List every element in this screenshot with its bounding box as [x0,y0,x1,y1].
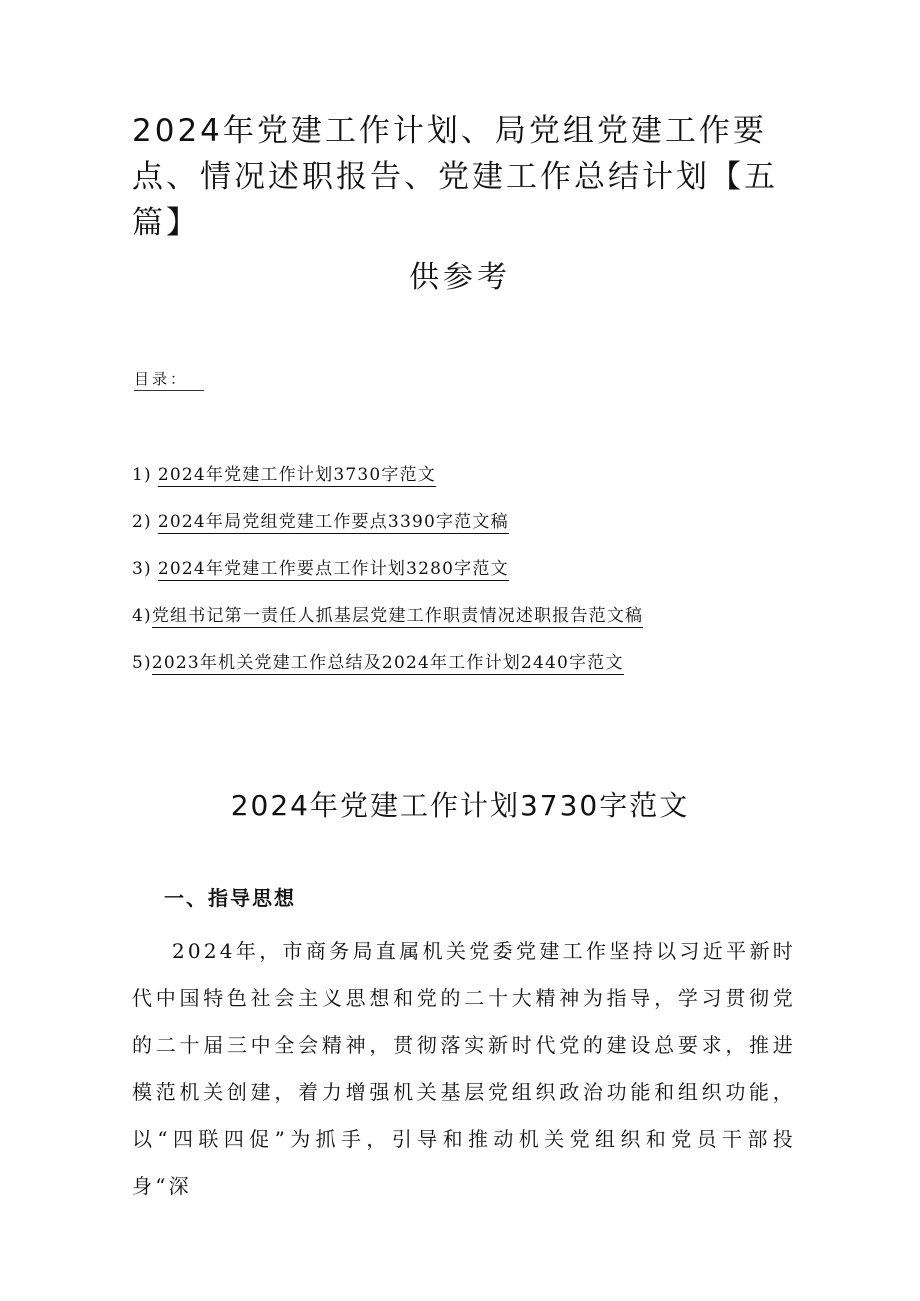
toc-item [132,648,624,673]
toc-item-number: 5) [132,653,152,673]
toc-item-link[interactable]: 2024年局党组党建工作要点3390字范文稿 [157,512,509,532]
toc-item-link[interactable]: 2023年机关党建工作总结及2024年工作计划2440字范文 [151,653,624,673]
toc-item-number: 3) [132,559,152,579]
toc-item-number: 1) [132,465,152,485]
section-subheading: 一、指导思想 [164,886,296,910]
toc-item [132,507,509,532]
toc-item-number: 2) [132,512,152,532]
toc-item [132,554,509,579]
toc-item-link[interactable]: 党组书记第一责任人抓基层党建工作职责情况述职报告范文稿 [151,606,644,626]
toc-label: 目录： [134,368,204,391]
document-subtitle: 供参考 [409,260,511,295]
body-paragraph: 2024年，市商务局直属机关党委党建工作坚持以习近平新时代中国特色社会主义思想和党的二十大精神为指导，学习贯彻党的二十届三中全会精神，贯彻落实新时代党的建设总要求，推进模范机关创建，着力增强机关基层党组织政治功能和组织功能，以“四联四促”为抓手，引导和推动机关党组织和党员干部投身“深 [132,939,796,1198]
toc-item-link[interactable]: 2024年党建工作要点工作计划3280字范文 [157,559,509,579]
toc-item [132,601,643,626]
toc-item [132,460,436,485]
document-title: 2024年党建工作计划、局党组党建工作要点、情况述职报告、党建工作总结计划【五篇】 [132,113,778,241]
toc-item-link[interactable]: 2024年党建工作计划3730字范文 [157,465,436,485]
section-title: 2024年党建工作计划3730字范文 [230,789,690,822]
toc-item-number: 4) [132,606,152,626]
